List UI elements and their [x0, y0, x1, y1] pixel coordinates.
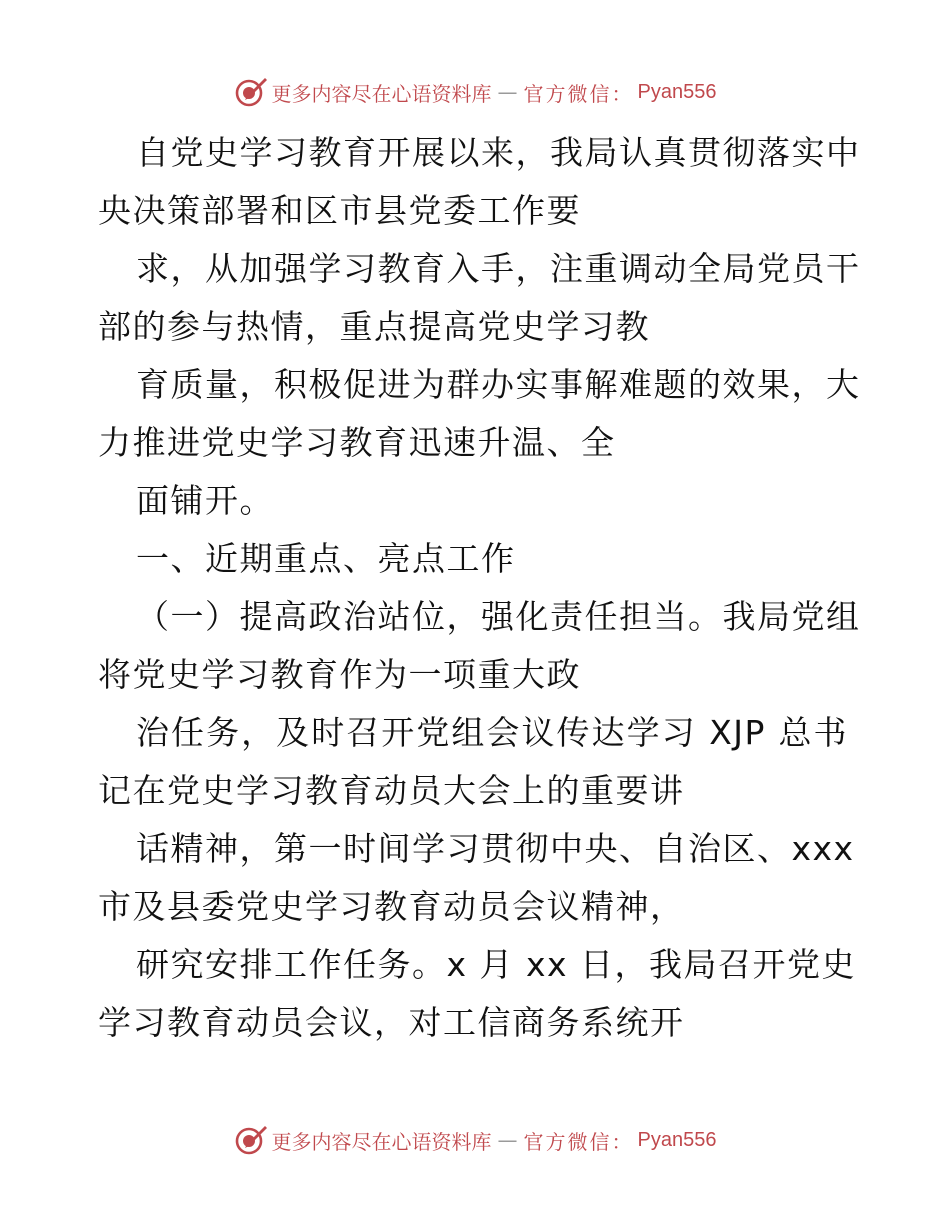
watermark-wechat-label: 官方微信： — [523, 81, 634, 106]
section-heading: 一、近期重点、亮点工作 — [136, 539, 516, 578]
text-line: 研究安排工作任务。x 月 xx 日，我局召开党史 — [136, 945, 857, 984]
watermark-text: 更多内容尽在心语资料库 — [271, 1129, 492, 1154]
watermark-wechat-id: Pyan556 — [637, 1128, 717, 1151]
text-line: 学习教育动员会议，对工信商务系统开 — [98, 1003, 685, 1042]
watermark-separator: — — [497, 1128, 518, 1152]
watermark-separator: — — [497, 80, 518, 104]
watermark-banner-bottom — [0, 1120, 950, 1160]
text-line: （一）提高政治站位，强化责任担当。我局党组 — [136, 597, 861, 636]
text-line: 部的参与热情，重点提高党史学习教 — [98, 307, 650, 346]
text-line: 央决策部署和区市县党委工作要 — [98, 191, 581, 230]
text-line: 自党史学习教育开展以来，我局认真贯彻落实中 — [136, 133, 861, 172]
text-line: 面铺开。 — [136, 481, 274, 520]
document-body — [98, 124, 861, 1052]
text-line: 育质量，积极促进为群办实事解难题的效果，大 — [136, 365, 861, 404]
text-line: 将党史学习教育作为一项重大政 — [98, 655, 581, 694]
watermark-text: 更多内容尽在心语资料库 — [271, 81, 492, 106]
text-line: 话精神，第一时间学习贯彻中央、自治区、xxx — [136, 829, 855, 868]
text-line: 记在党史学习教育动员大会上的重要讲 — [98, 771, 685, 810]
text-line: 求，从加强学习教育入手，注重调动全局党员干 — [136, 249, 861, 288]
text-line: 力推进党史学习教育迅速升温、全 — [98, 423, 616, 462]
quill-seal-icon — [234, 75, 268, 109]
watermark-content — [234, 1123, 717, 1157]
watermark-content — [234, 75, 717, 109]
watermark-wechat-label: 官方微信： — [523, 1129, 634, 1154]
text-line: 市及县委党史学习教育动员会议精神， — [98, 887, 685, 926]
watermark-banner-top — [0, 72, 950, 112]
text-line: 治任务，及时召开党组会议传达学习 XJP 总书 — [136, 713, 849, 752]
watermark-wechat-id: Pyan556 — [637, 80, 717, 103]
quill-seal-icon — [234, 1123, 268, 1157]
